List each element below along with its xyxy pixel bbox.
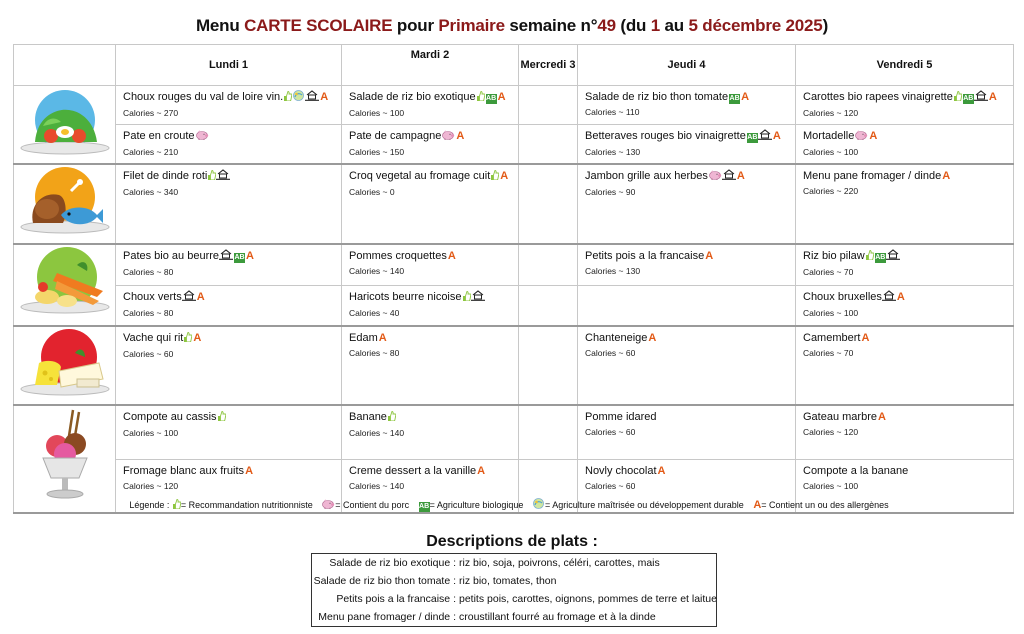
legend-label: = Contient du porc	[335, 500, 410, 510]
dish-item	[116, 245, 341, 277]
thumbs-up-icon	[476, 91, 485, 105]
dish-label: Creme dessert a la vanille	[349, 464, 477, 477]
menu-row	[14, 244, 1014, 285]
menu-cell	[342, 285, 519, 326]
dish-name	[349, 464, 511, 478]
header-day: Lundi 1	[116, 45, 342, 86]
calories: Calories ~ 120	[803, 108, 859, 118]
dish-label: Mortadelle	[803, 130, 855, 143]
allergen-icon: A	[896, 290, 905, 303]
dish-name	[123, 331, 334, 346]
menu-cell	[578, 86, 796, 125]
legend-prefix: Légende :	[129, 500, 172, 510]
dish-name	[123, 90, 334, 105]
dish-label: Choux verts	[123, 290, 182, 303]
calories: Calories ~ 120	[803, 427, 859, 437]
calories: Calories ~ 130	[585, 266, 641, 276]
dish-item	[578, 165, 795, 197]
dish-name	[585, 331, 788, 345]
calories: Calories ~ 100	[123, 428, 179, 438]
legend-item-durable	[532, 500, 744, 510]
allergen-icon: A	[193, 332, 202, 344]
menu-cell	[796, 285, 1014, 326]
menu-cell	[796, 244, 1014, 285]
dish-label: Choux rouges du val de loire vin.	[123, 91, 284, 103]
organic-ab-icon: AB	[729, 95, 740, 102]
descriptions-title: Descriptions de plats :	[426, 533, 598, 550]
description-dish: Menu pane fromager / dinde :	[318, 611, 456, 623]
dish-name	[349, 169, 511, 184]
dish-item	[116, 125, 341, 157]
allergen-icon: A	[942, 170, 951, 182]
dish-name	[803, 464, 1006, 478]
dish-name	[803, 249, 1006, 264]
dish-item	[342, 245, 518, 276]
local-house-icon	[305, 90, 319, 105]
dish-item	[342, 286, 518, 318]
pig-icon	[708, 170, 722, 184]
legend-item-porc	[321, 500, 409, 510]
menu-cell	[342, 125, 519, 164]
local-house-icon	[758, 129, 772, 144]
descriptions-box	[311, 553, 717, 627]
description-row	[312, 608, 716, 626]
menu-cell	[116, 326, 342, 405]
local-house-icon	[219, 249, 233, 264]
description-text: riz bio, tomates, thon	[459, 575, 557, 587]
allergen-icon: A	[320, 91, 329, 103]
dish-item	[796, 460, 1013, 491]
calories: Calories ~ 120	[123, 480, 179, 491]
pig-icon	[854, 130, 868, 144]
menu-cell	[116, 86, 342, 125]
dish-label: Petits pois a la francaise	[585, 250, 705, 262]
pig-icon	[441, 130, 455, 144]
calories: Calories ~ 80	[123, 307, 174, 318]
allergen-icon: A	[736, 170, 745, 182]
local-house-icon	[182, 290, 196, 305]
thumbs-up-icon	[207, 170, 216, 184]
category-fromage-image	[14, 326, 116, 405]
title-text: CARTE SCOLAIRE	[244, 16, 393, 35]
allergen-icon: A	[456, 130, 465, 143]
dish-label: Fromage blanc aux fruits	[123, 464, 245, 477]
local-house-icon	[882, 290, 896, 305]
menu-cell	[796, 164, 1014, 244]
dish-name	[349, 410, 511, 425]
description-text: riz bio, soja, poivrons, céléri, carottes, mais	[459, 557, 660, 569]
dish-item	[796, 286, 1013, 318]
category-entree-image	[14, 86, 116, 165]
title-text: 49	[597, 16, 616, 35]
dish-item	[116, 406, 341, 438]
calories: Calories ~ 140	[349, 428, 405, 438]
calories: Calories ~ 60	[585, 480, 636, 491]
local-house-icon	[886, 249, 900, 264]
menu-row	[14, 164, 1014, 244]
dish-item	[578, 406, 795, 437]
dish-item	[796, 86, 1013, 118]
thumbs-up-icon	[217, 411, 226, 425]
category-dessert-image	[14, 405, 116, 513]
dish-name	[349, 90, 511, 105]
menu-cell	[578, 164, 796, 244]
header-day: Vendredi 5	[796, 45, 1014, 86]
dish-item	[342, 86, 518, 118]
calories: Calories ~ 90	[585, 187, 636, 197]
header-empty	[14, 45, 116, 86]
menu-cell	[578, 405, 796, 459]
calories: Calories ~ 60	[123, 349, 174, 359]
calories: Calories ~ 40	[349, 307, 400, 318]
title-text: au	[660, 16, 689, 35]
menu-cell	[796, 326, 1014, 405]
header-day: Jeudi 4	[578, 45, 796, 86]
category-plat-image	[14, 164, 116, 244]
dish-name	[349, 331, 511, 345]
dish-item	[796, 327, 1013, 358]
dish-item	[342, 125, 518, 157]
allergen-icon: A	[988, 91, 997, 103]
dish-label: Menu pane fromager / dinde	[803, 170, 942, 182]
dish-label: Chanteneige	[585, 332, 648, 344]
thumbs-up-icon	[462, 291, 471, 305]
dish-label: Pommes croquettes	[349, 250, 447, 262]
local-house-icon	[471, 290, 485, 305]
menu-table	[13, 44, 1014, 514]
dish-item	[578, 460, 795, 491]
dish-item	[342, 327, 518, 358]
dish-label: Pate de campagne	[349, 130, 442, 143]
title-text: 5 décembre 2025	[688, 16, 823, 35]
dish-label: Compote au cassis	[123, 411, 217, 423]
calories: Calories ~ 270	[123, 108, 179, 118]
description-row	[312, 590, 716, 608]
calories: Calories ~ 60	[585, 348, 636, 358]
pig-icon	[195, 130, 209, 144]
menu-cell	[342, 86, 519, 125]
calories: Calories ~ 100	[803, 147, 859, 158]
allergen-icon: A	[500, 170, 509, 182]
dish-item	[116, 460, 341, 491]
dish-item	[342, 165, 518, 197]
legend-label: = Agriculture maîtrisée ou développement durable	[544, 500, 744, 510]
dish-item	[578, 245, 795, 276]
pig-icon	[321, 499, 335, 511]
dish-item	[578, 125, 795, 157]
organic-ab-icon: AB	[963, 95, 974, 102]
dish-name	[585, 410, 788, 424]
dish-label: Jambon grille aux herbes	[585, 170, 708, 182]
dish-label: Edam	[349, 332, 378, 344]
dish-name	[585, 129, 788, 144]
dish-name	[803, 169, 1006, 183]
legend-item-bio	[418, 500, 524, 510]
allergen-icon: A	[246, 250, 254, 262]
category-legumes-image	[14, 244, 116, 326]
thumbs-up-icon	[953, 91, 962, 105]
dish-name	[803, 290, 1006, 305]
sustainable-farming-icon	[532, 498, 545, 511]
thumbs-up-icon	[387, 411, 396, 425]
description-row	[312, 572, 716, 590]
calories: Calories ~ 340	[123, 187, 179, 197]
dish-name	[803, 331, 1006, 345]
legend-item-nutri	[172, 500, 313, 510]
dish-label: Gateau marbre	[803, 411, 877, 423]
thumbs-up-icon	[172, 499, 181, 511]
dish-label: Salade de riz bio exotique	[349, 91, 476, 103]
allergen-icon: A	[753, 499, 762, 511]
dish-item	[116, 327, 341, 359]
title-text: semaine n°	[504, 16, 598, 35]
dish-item	[342, 460, 518, 491]
dish-name	[803, 410, 1006, 424]
title-text: (du	[615, 16, 651, 35]
menu-cell	[519, 244, 578, 285]
dish-name	[585, 464, 788, 478]
legend-item-allergen	[752, 500, 888, 510]
allergen-icon: A	[648, 332, 657, 344]
dish-name	[123, 290, 334, 305]
calories: Calories ~ 70	[803, 267, 854, 277]
allergen-icon: A	[877, 411, 886, 423]
calories: Calories ~ 140	[349, 266, 405, 276]
allergen-icon: A	[497, 91, 506, 103]
thumbs-up-icon	[183, 332, 192, 346]
menu-row	[14, 86, 1014, 125]
menu-cell	[578, 285, 796, 326]
allergen-icon: A	[477, 464, 486, 477]
menu-row	[14, 405, 1014, 459]
dish-item	[116, 165, 341, 197]
allergen-icon: A	[861, 332, 870, 344]
menu-body	[14, 86, 1014, 514]
description-dish: Salade de riz bio exotique :	[329, 557, 456, 569]
menu-cell	[578, 244, 796, 285]
dish-item	[796, 125, 1013, 157]
dish-label: Camembert	[803, 332, 861, 344]
dish-label: Salade de riz bio thon tomate	[585, 91, 729, 103]
menu-cell	[116, 164, 342, 244]
description-row	[312, 554, 716, 572]
title-text: )	[822, 16, 829, 35]
sustainable-farming-icon	[292, 90, 305, 105]
menu-cell	[342, 405, 519, 459]
dish-name	[585, 90, 788, 104]
organic-ab-icon: AB	[875, 254, 886, 261]
dish-label: Choux bruxelles	[803, 290, 882, 303]
menu-row	[14, 125, 1014, 164]
legend	[0, 498, 1024, 512]
dish-item	[796, 406, 1013, 437]
dish-label: Riz bio pilaw	[803, 250, 865, 262]
calories: Calories ~ 130	[585, 147, 641, 158]
dish-label: Croq vegetal au fromage cuit	[349, 170, 491, 182]
calories: Calories ~ 0	[349, 187, 395, 197]
menu-cell	[116, 285, 342, 326]
dish-name	[123, 249, 334, 264]
calories: Calories ~ 110	[585, 107, 640, 117]
dish-name	[123, 410, 334, 425]
dish-item	[796, 165, 1013, 196]
dish-name	[803, 90, 1006, 105]
legend-label: = Agriculture biologique	[429, 500, 524, 510]
menu-cell	[796, 405, 1014, 459]
dish-item	[796, 245, 1013, 277]
dish-name	[123, 169, 334, 184]
allergen-icon: A	[196, 290, 205, 303]
dish-name	[585, 249, 788, 263]
dish-name	[349, 249, 511, 263]
calories: Calories ~ 150	[349, 147, 405, 158]
allergen-icon: A	[705, 250, 714, 262]
dish-item	[116, 286, 341, 318]
dish-label: Vache qui rit	[123, 332, 184, 344]
table-header-row	[14, 45, 1014, 86]
dish-label: Haricots beurre nicoise	[349, 290, 462, 303]
dish-label: Betteraves rouges bio vinaigrette	[585, 130, 746, 143]
calories: Calories ~ 100	[803, 480, 859, 491]
calories: Calories ~ 100	[803, 307, 859, 318]
calories: Calories ~ 210	[123, 147, 179, 158]
allergen-icon: A	[741, 91, 750, 103]
dish-label: Filet de dinde roti	[123, 170, 208, 182]
menu-cell	[578, 125, 796, 164]
menu-cell	[519, 326, 578, 405]
menu-cell	[519, 86, 578, 125]
dish-label: Pomme idared	[585, 411, 657, 423]
calories: Calories ~ 70	[803, 348, 854, 358]
dish-label: Banane	[349, 411, 387, 423]
title-text: 1	[650, 16, 661, 35]
local-house-icon	[974, 90, 988, 105]
dish-name	[123, 129, 334, 144]
description-dish: Petits pois a la francaise :	[336, 593, 456, 605]
dish-name	[585, 169, 788, 184]
dish-label: Carottes bio rapees vinaigrette	[803, 91, 953, 103]
dish-name	[349, 290, 511, 305]
title-text: Primaire	[438, 16, 505, 35]
legend-label: = Contient un ou des allergènes	[761, 500, 889, 510]
description-dish: Salade de riz bio thon tomate :	[313, 575, 456, 587]
thumbs-up-icon	[865, 250, 874, 264]
calories: Calories ~ 140	[349, 480, 405, 491]
calories: Calories ~ 80	[123, 267, 174, 277]
header-day: Mercredi 3	[519, 45, 578, 86]
menu-cell	[519, 164, 578, 244]
title-text: pour	[392, 16, 439, 35]
allergen-icon: A	[447, 250, 456, 262]
thumbs-up-icon	[283, 91, 292, 105]
dish-name	[803, 129, 1006, 144]
menu-cell	[116, 405, 342, 459]
menu-cell	[116, 244, 342, 285]
dish-label: Pates bio au beurre	[123, 250, 220, 262]
allergen-icon: A	[378, 332, 387, 344]
organic-ab-icon: AB	[486, 95, 497, 102]
dish-label: Pate en croute	[123, 130, 195, 143]
menu-title	[0, 16, 1024, 36]
menu-row	[14, 285, 1014, 326]
menu-cell	[342, 244, 519, 285]
legend-label: = Recommandation nutritionniste	[180, 500, 313, 510]
allergen-icon: A	[245, 464, 254, 477]
dish-name	[123, 464, 334, 478]
menu-cell	[342, 326, 519, 405]
menu-cell	[519, 125, 578, 164]
allergen-icon: A	[657, 464, 666, 477]
menu-cell	[796, 125, 1014, 164]
title-text: Menu	[195, 16, 245, 35]
dish-label: Novly chocolat	[585, 464, 657, 477]
dish-item	[578, 327, 795, 358]
calories: Calories ~ 60	[585, 427, 636, 437]
calories: Calories ~ 100	[349, 108, 405, 118]
menu-cell	[519, 405, 578, 459]
menu-cell	[578, 326, 796, 405]
header-day: Mardi 2	[342, 45, 519, 86]
dish-name	[349, 129, 511, 144]
description-text: petits pois, carottes, oignons, pommes de terre et laitue	[459, 593, 717, 605]
thumbs-up-icon	[490, 170, 499, 184]
menu-row	[14, 326, 1014, 405]
menu-cell	[116, 125, 342, 164]
allergen-icon: A	[869, 130, 878, 143]
dish-item	[116, 86, 341, 118]
local-house-icon	[722, 169, 736, 184]
organic-ab-icon: AB	[419, 503, 430, 510]
calories: Calories ~ 80	[349, 348, 400, 358]
dish-label: Compote a la banane	[803, 464, 909, 477]
menu-cell	[519, 285, 578, 326]
allergen-icon: A	[772, 130, 781, 143]
description-text: croustillant fourré au fromage et à la dinde	[459, 611, 656, 623]
menu-cell	[342, 164, 519, 244]
menu-cell	[796, 86, 1014, 125]
calories: Calories ~ 220	[803, 186, 859, 196]
dish-item	[578, 86, 795, 117]
dish-item	[342, 406, 518, 438]
organic-ab-icon: AB	[747, 134, 758, 142]
organic-ab-icon: AB	[234, 254, 245, 261]
local-house-icon	[216, 169, 230, 184]
